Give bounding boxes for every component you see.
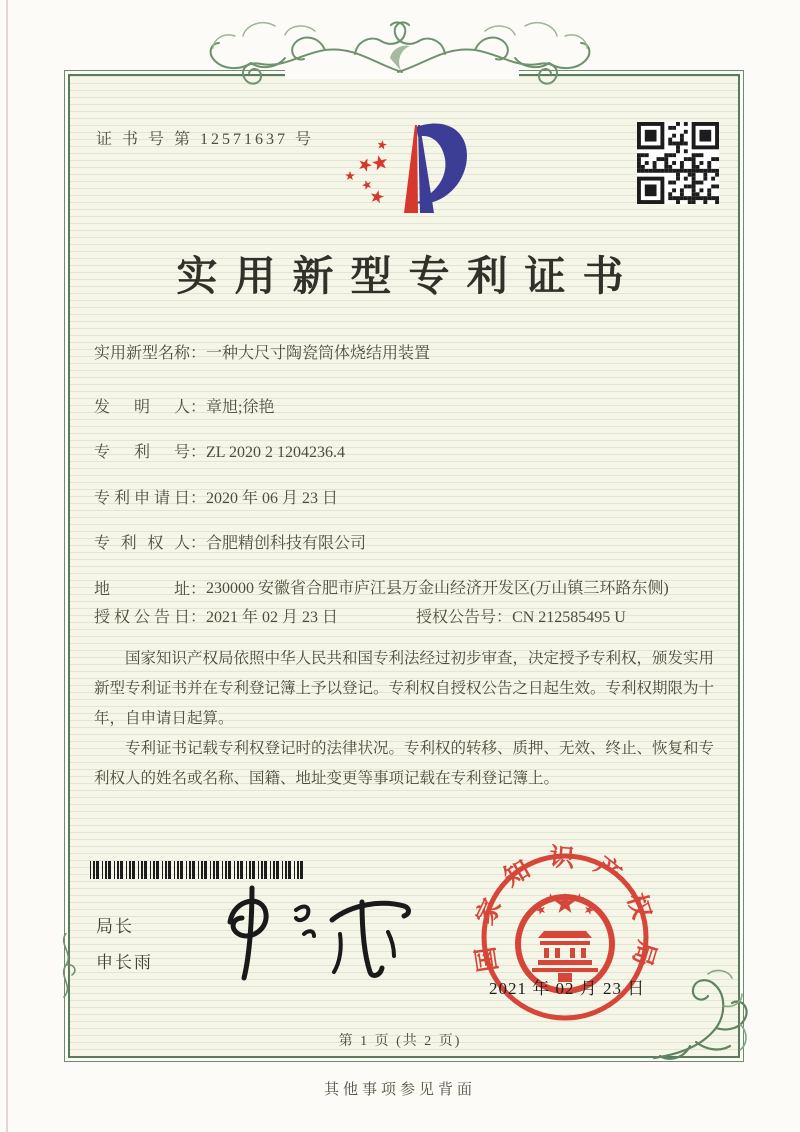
scan-page-edge — [6, 0, 8, 1132]
field-patent-number: 专利号 ： ZL 2020 2 1204236.4 — [94, 439, 714, 467]
certificate-body — [94, 340, 714, 794]
certificate-title: 实用新型专利证书 — [176, 253, 641, 299]
commissioner-name: 申长雨 — [96, 953, 153, 972]
left-border-curl-icon — [52, 933, 82, 999]
field-label: 专利申请日 — [94, 490, 190, 507]
field-label: 授权公告日 — [94, 609, 190, 626]
qr-code-icon — [637, 122, 719, 204]
field-value: 一种大尺寸陶瓷筒体烧结用装置 — [206, 345, 431, 362]
field-grant-row: 授权公告日 ： 2021 年 02 月 23 日 授权公告号 ： CN 212585495 U — [94, 604, 714, 632]
field-inventors: 发明人 ： 章旭;徐艳 — [94, 394, 714, 422]
field-label: 授权公告号 — [416, 609, 497, 626]
field-label: 发明人 — [94, 399, 190, 416]
field-address: 地址 ： 230000 安徽省合肥市庐江县万金山经济开发区(万山镇三环路东侧) — [94, 576, 714, 604]
field-value: 2021 年 02 月 23 日 — [206, 609, 339, 626]
field-value: CN 212585495 U — [512, 609, 626, 626]
bottom-right-flourish-ornament-icon — [650, 966, 758, 1066]
field-grant-number: 授权公告号 ： CN 212585495 U — [416, 604, 626, 632]
commissioner-signature-icon — [212, 876, 422, 984]
top-flourish-ornament-icon — [165, 6, 635, 101]
field-value: 合肥精创科技有限公司 — [206, 535, 367, 552]
field-label: 专利号 — [94, 444, 190, 461]
field-value: 2020 年 06 月 23 日 — [206, 490, 339, 507]
field-value: 章旭;徐艳 — [206, 399, 275, 416]
commissioner-title: 局长 — [96, 917, 134, 936]
field-label: 专利权人 — [94, 535, 190, 552]
page-number: 第 1 页 (共 2 页) — [338, 1034, 462, 1049]
field-value: 230000 安徽省合肥市庐江县万金山经济开发区(万山镇三环路东侧) — [206, 580, 669, 597]
legal-paragraphs — [94, 644, 714, 794]
field-label: 实用新型名称 — [94, 345, 191, 362]
legal-paragraph-2: 专利证书记载专利权登记时的法律状况。专利权的转移、质押、无效、终止、恢复和专利权人的姓名或名称、国籍、地址变更等事项记载在专利登记簿上。 — [94, 740, 715, 787]
svg-text:国家知识产权局 — [470, 843, 660, 986]
legal-paragraph-1: 国家知识产权局依照中华人民共和国专利法经过初步审查，决定授予专利权，颁发实用新型专利证书并在专利登记簿上予以登记。专利权自授权公告之日起生效。专利权期限为十年，自申请日起算。 — [94, 650, 715, 727]
see-back-note: 其他事项参见背面 — [323, 1082, 476, 1098]
cnipa-patent-logo-icon — [332, 112, 482, 224]
seal-arc-text: 国家知识产权局 — [470, 844, 660, 987]
field-label: 地址 — [94, 581, 190, 598]
grant-seal-date: 2021 年 02 月 23 日 — [489, 979, 646, 998]
field-value: ZL 2020 2 1204236.4 — [206, 444, 345, 461]
field-patentee: 专利权人 ： 合肥精创科技有限公司 — [94, 530, 714, 558]
field-filing-date: 专利申请日 ： 2020 年 06 月 23 日 — [94, 485, 714, 513]
field-utility-model-name: 实用新型名称 ： 一种大尺寸陶瓷筒体烧结用装置 — [94, 340, 714, 368]
certificate-number: 证 书 号 第 12571637 号 — [96, 131, 315, 148]
national-ip-office-seal-icon — [470, 842, 660, 1032]
